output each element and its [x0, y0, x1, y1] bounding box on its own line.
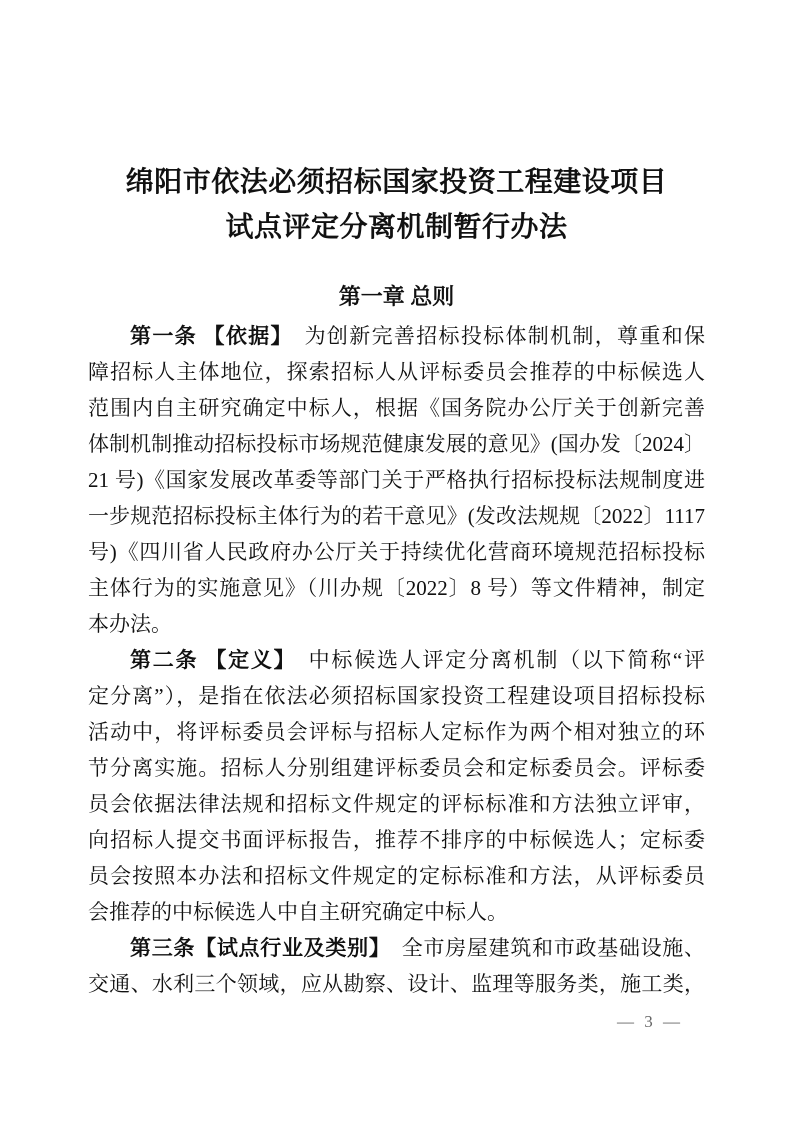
chapter-heading: 第一章 总则: [338, 284, 455, 309]
article-lead: 第三条【试点行业及类别】: [130, 936, 381, 960]
text-line: 号)《四川省人民政府办公厅关于持续优化营商环境规范招标投标: [88, 540, 705, 564]
text-line: 主体行为的实施意见》（川办规〔2022〕8 号）等文件精神，制定: [88, 576, 705, 600]
page-number: — 3 —: [617, 1012, 683, 1031]
text-line: 员会按照本办法和招标文件规定的定标标准和方法，从评标委员: [88, 864, 705, 888]
document-body: [88, 318, 705, 1002]
paragraph: [88, 642, 705, 930]
text-line: 第三条【试点行业及类别】 全市房屋建筑和市政基础设施、: [130, 936, 705, 960]
paragraph: [88, 318, 705, 642]
text-line: 节分离实施。招标人分别组建评标委员会和定标委员会。评标委: [88, 756, 705, 780]
text-line: 障招标人主体地位，探索招标人从评标委员会推荐的中标候选人: [88, 360, 705, 384]
text-line: 向招标人提交书面评标报告，推荐不排序的中标候选人；定标委: [88, 828, 705, 852]
text-line: 员会依据法律法规和招标文件规定的评标标准和方法独立评审，: [88, 792, 705, 816]
text-line: 交通、水利三个领域，应从勘察、设计、监理等服务类，施工类，: [88, 972, 705, 996]
text-line: 第一条 【依据】 为创新完善招标投标体制机制，尊重和保: [130, 324, 705, 348]
text-line: 范围内自主研究确定中标人，根据《国务院办公厅关于创新完善: [88, 396, 705, 420]
document-title: [88, 0, 705, 250]
text-line: 定分离”），是指在依法必须招标国家投资工程建设项目招标投标: [88, 684, 705, 708]
text-line: 体制机制推动招标投标市场规范健康发展的意见》(国办发〔2024〕: [88, 432, 705, 456]
text-line: 活动中，将评标委员会评标与招标人定标作为两个相对独立的环: [88, 720, 705, 744]
document-title-line-2: 试点评定分离机制暂行办法: [225, 212, 568, 243]
text-line: 第二条 【定义】 中标候选人评定分离机制（以下简称“评: [130, 648, 705, 672]
text-line: 一步规范招标投标主体行为的若干意见》(发改法规规〔2022〕1117: [88, 504, 705, 528]
text-line: 21 号)《国家发展改革委等部门关于严格执行招标投标法规制度进: [88, 468, 705, 492]
document-title-line-1: 绵阳市依法必须招标国家投资工程建设项目: [125, 167, 668, 198]
article-lead: 第二条 【定义】: [130, 648, 286, 672]
paragraph: [88, 930, 705, 1002]
article-lead: 第一条 【依据】: [130, 324, 283, 348]
text-line: 会推荐的中标候选人中自主研究确定中标人。: [88, 900, 508, 924]
text-line: 本办法。: [88, 612, 172, 636]
